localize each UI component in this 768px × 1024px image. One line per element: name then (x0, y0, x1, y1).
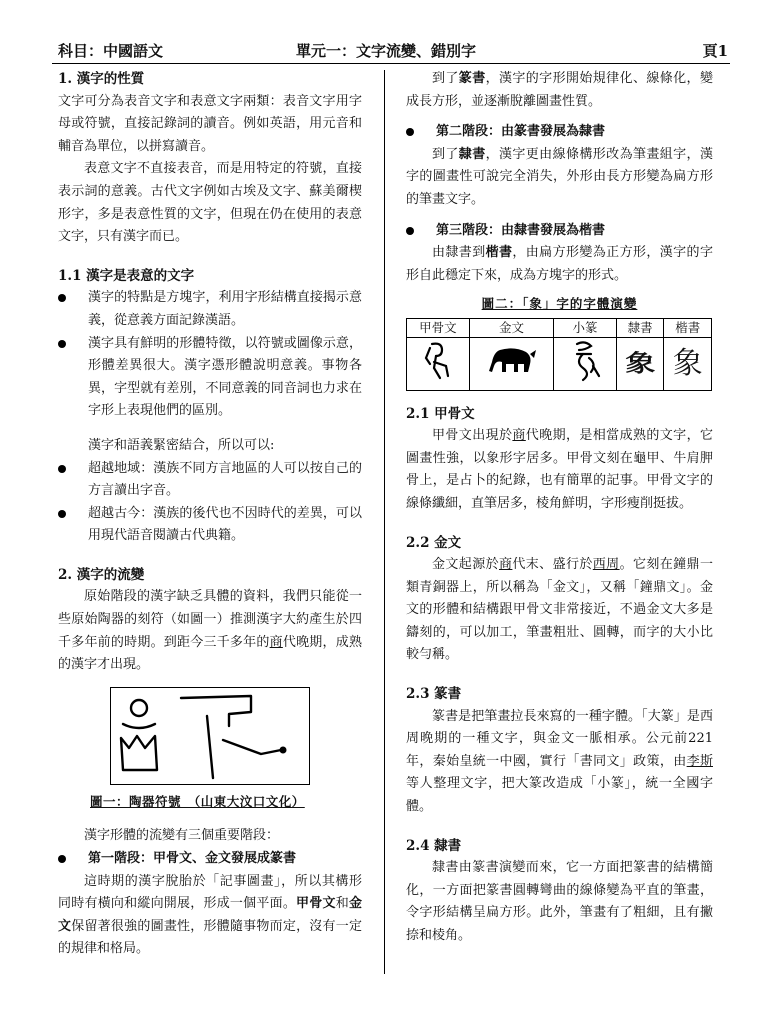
bullet-icon (58, 855, 66, 863)
stage-2-title: 第二階段：由篆書發展為隸書 (406, 121, 713, 144)
right-column (406, 68, 713, 948)
bullet-icon (58, 294, 66, 302)
section-2-3-paragraph: 篆書是把筆畫拉長來寫的一種字體。「大篆」是西周晚期的一種文字，與金文一脈相承。公元前221年，秦始皇統一中國，實行「書同文」政策，由李斯等人整理文字，把大篆改造成「小篆」，統一全國字體。 (406, 708, 713, 815)
small-seal-elephant-glyph (554, 337, 617, 390)
table-header-cell: 隸書 (616, 318, 664, 337)
table-header-cell: 甲骨文 (407, 318, 470, 337)
subject-label: 科目：中國語文 (58, 42, 164, 60)
figure-2-script-evolution-table (406, 318, 712, 391)
bullet-icon (58, 465, 66, 473)
pottery-symbols-drawing (111, 688, 309, 784)
oracle-elephant-icon (418, 338, 458, 382)
section-1-1-title: 1.1 漢字是表意的文字 (58, 267, 195, 284)
stage-1-title: 第一階段：甲骨文、金文發展成篆書 (58, 848, 362, 871)
bullet-item: 漢字具有鮮明的形體特徵，以符號或圖像示意，形體差異很大。漢字憑形體說明意義。事物各異，字型就有差別，不同意義的同音詞也力求在字形上表現他們的區別。 (58, 333, 362, 423)
stage-3-paragraph: 由隸書到楷書，由扁方形變為正方形，漢字的字形自此穩定下來，成為方塊字的形式。 (406, 245, 713, 283)
section-1-paragraph-2: 表意文字不直接表音，而是用特定的符號，直接表示詞的意義。古代文字例如古埃及文字、蘇美爾楔形字，多是表意性質的文字，但現在仍在使用的表意文字，只有漢字而已。 (58, 161, 362, 245)
section-2-1-paragraph: 甲骨文出現於商代晚期，是相當成熟的文字，它圖畫性強，以象形字居多。甲骨文刻在龜甲、牛肩胛骨上，是占卜的紀錄，也有簡單的記事。甲骨文字的線條纖細，直筆居多，棱角鮮明，字形瘦削挺拔。 (406, 428, 713, 511)
figure-2-caption: 圖二：「象」字的字體演變 (481, 296, 638, 312)
table-header-cell: 金文 (469, 318, 553, 337)
bronze-elephant-glyph (469, 337, 553, 390)
section-2-4-paragraph: 隸書由篆書演變而來，它一方面把篆書的結構簡化，一方面把篆書圓轉彎曲的線條變為平直的筆畫，令字形結構呈扁方形。此外，筆畫有了粗細，且有撇捺和棱角。 (406, 860, 713, 943)
regular-script-elephant-glyph: 象 (664, 337, 712, 390)
table-header-cell: 小篆 (554, 318, 617, 337)
clerical-script-elephant-glyph: 象 (616, 337, 664, 390)
section-2-paragraph-2: 漢字形體的流變有三個重要階段： (84, 828, 280, 844)
small-seal-elephant-icon (565, 338, 605, 382)
oracle-bone-elephant-glyph (407, 337, 470, 390)
column-divider (384, 70, 385, 974)
zhuan-paragraph: 到了篆書，漢字的字形開始規律化、線條化，變成長方形，並逐漸脫離圖畫性質。 (406, 71, 713, 109)
bullet-icon (406, 227, 414, 235)
page-number: 頁1 (702, 42, 728, 60)
section-2-2-paragraph: 金文起源於商代末、盛行於西周。它刻在鐘鼎一類青銅器上，所以稱為「金文」，又稱「鐘鼎文」。金文的形體和結構跟甲骨文非常接近，不過金文大多是鑄刻的，可以加工，筆畫粗壯、圓轉，而字的大小比較勻稱。 (406, 557, 713, 663)
page-header (58, 40, 728, 64)
stage-1-paragraph: 這時期的漢字脫胎於「記事圖畫」，所以其構形同時有橫向和縱向開展，形成一個平面。甲骨文和金文保留著很強的圖畫性，形體隨事物而定，沒有一定的規律和格局。 (58, 873, 362, 957)
figure-1-pottery-symbols (110, 687, 310, 785)
section-1-1-paragraph: 漢字和語義緊密結合，所以可以: (88, 437, 275, 453)
bullet-item: 超越地域：漢族不同方言地區的人可以按自己的方言讀出字音。 (58, 458, 362, 503)
section-1-paragraph-1: 文字可分為表音文字和表意文字兩類：表音文字用字母或符號，直接記錄詞的讀音。例如英語，用元音和輔音為單位，以拼寫讀音。 (58, 93, 362, 154)
section-2-2-title: 2.2 金文 (406, 534, 462, 551)
section-2-title: 2. 漢字的流變 (58, 566, 145, 583)
header-rule (52, 63, 730, 64)
section-1-title: 1. 漢字的性質 (58, 71, 145, 87)
left-column (58, 68, 362, 961)
bullet-icon (58, 340, 66, 348)
bronze-elephant-icon (484, 338, 538, 382)
section-2-1-title: 2.1 甲骨文 (406, 405, 475, 422)
section-2-3-title: 2.3 篆書 (406, 686, 462, 703)
figure-1-caption: 圖一：陶器符號 （山東大汶口文化） (90, 793, 305, 809)
section-2-paragraph-1: 原始階段的漢字缺乏具體的資料，我們只能從一些原始陶器的刻符（如圖一）推測漢字大約產生於四千多年前的時期。到距今三千多年的商代晚期，成熟的漢字才出現。 (58, 589, 362, 673)
section-2-4-title: 2.4 隸書 (406, 837, 462, 854)
stage-2-paragraph: 到了隸書，漢字更由線條構形改為筆畫組字，漢字的圖畫性可說完全消失，外形由長方形變為扁方形的筆畫文字。 (406, 146, 713, 207)
bullet-icon (58, 510, 66, 518)
bullet-item: 超越古今：漢族的後代也不因時代的差異，可以用現代語音閱讀古代典籍。 (58, 503, 362, 548)
stage-3-title: 第三階段：由隸書發展為楷書 (406, 220, 713, 243)
table-header-cell: 楷書 (664, 318, 712, 337)
bullet-item: 漢字的特點是方塊字，利用字形結構直接揭示意義，從意義方面記錄漢語。 (58, 287, 362, 332)
bullet-icon (406, 128, 414, 136)
unit-title: 單元一：文字流變、錯別字 (296, 42, 477, 60)
